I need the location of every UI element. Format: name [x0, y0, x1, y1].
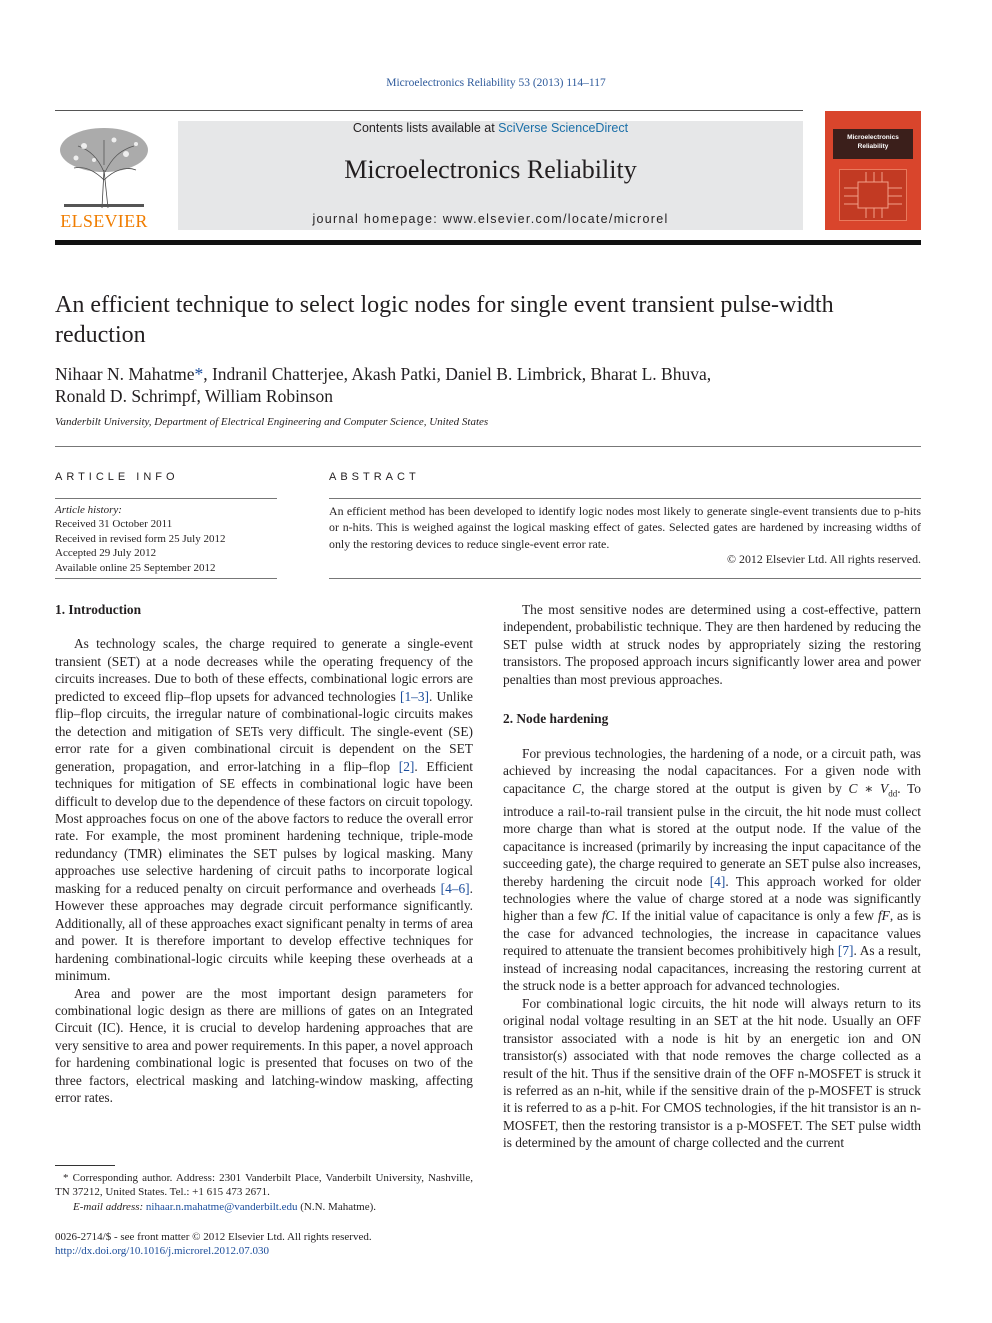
sciencedirect-link[interactable]: SciVerse ScienceDirect — [498, 121, 629, 135]
chip-icon — [840, 170, 906, 220]
doi-link[interactable]: http://dx.doi.org/10.1016/j.microrel.2012.07.030 — [55, 1245, 269, 1258]
reference-2[interactable]: [2] — [398, 758, 415, 774]
node-paragraph-1 — [503, 745, 921, 995]
front-matter — [55, 1230, 473, 1259]
coauthors: , Indranil Chatterjee, Akash Patki, Daniel B. Limbrick, Bharat L. Bhuva, — [203, 364, 712, 384]
node-paragraph-2: For combinational logic circuits, the hit node will always return to its original nodal voltage resulting in an SET at the hit node. Usually an OFF transistor associated with a node is hit by an energetic ion and ON transistor(s) associated with that node removes the charge collected as a result of the hit. Thus if the sensitive drain of the OFF n-MOSFET is struck it is referred as an n-hit, while if the sensitive drain of the p-MOSFET is struck it is referred to as a p-hit. For CMOS technologies, if the hit transistor is an n-MOSFET, then the restoring transistor is a p-MOSFET. The SET pulse width is determined by the amount of charge collected and the current — [503, 995, 921, 1151]
unit-ff: fF — [877, 908, 890, 924]
footnote-star: * — [63, 1172, 69, 1184]
first-author: Nihaar N. Mahatme — [55, 364, 195, 384]
footnote — [55, 1171, 473, 1214]
contents-line — [178, 121, 803, 135]
article-history — [55, 503, 277, 575]
footnote-rule — [55, 1165, 115, 1166]
email-suffix: (N.N. Mahatme). — [297, 1200, 376, 1213]
intro-text-a: As technology scales, the charge required to generate a single-event transient (SET) at a node decreases while the operating frequency of the circuits increases. Due to both of these effects, combinational logic errors are predicted to exceed flip–flop upsets for advanced technologies — [55, 636, 473, 704]
history-label: Article history: — [55, 504, 122, 516]
intro-text-c: . Efficient techniques for mitigation of SE effects in combinational logic have been difficult to develop due to the dependence of these factors on circuit topology. Most approaches focus on one of the above factors to reduce the overall error rate. For example, the most prominent hardening technique, triple-mode redundancy (TMR) eliminates the SET pulses by logical masking. Many approaches use selective hardening of circuit paths to incorporate logical masking for a reduced penalty on circuit performance and overheads — [55, 758, 473, 896]
abstract-copyright: © 2012 Elsevier Ltd. All rights reserved. — [727, 552, 921, 566]
header-bottom-rule — [55, 240, 921, 245]
right-column — [503, 601, 921, 1152]
intro-text-b: . Unlike flip–flop circuits, the irregular nature of combinational-logic circuits makes the detection and mitigation of SETs very difficult. The single-event (SE) error rate for a given combinational circuit is dependent on the SET generation, propagation, and error-latching in a flip–flop — [55, 688, 474, 774]
node-text-f: , as is the case for advanced technologies, the increase in capacitance values required to attenuate the transient becomes prohibitively high — [503, 908, 921, 959]
header-top-rule — [55, 110, 803, 111]
issn-line: 0026-2714/$ - see front matter © 2012 Elsevier Ltd. All rights reserved. — [55, 1231, 372, 1243]
reference-4-6[interactable]: [4–6] — [440, 880, 470, 896]
elsevier-wordmark: ELSEVIER — [60, 211, 148, 231]
intro-text-d: . However these approaches may degrade circuit performance significantly. Additionally, all of these approaches exact significant penalty in terms of area and power. It is therefore important to develop effective techniques for hardening combinational-logic circuits while keeping these overheads at a minimum. — [55, 880, 473, 984]
node-hardening-heading: 2. Node hardening — [503, 711, 609, 727]
node-text-c: . To introduce a rail-to-rail transient pulse in the circuit, the hit node must collect more charge than what is stored at the output node. If the value of the capacitance is increased (primarily by increasing the input capacitance of the succeeding gate), the charge required to generate an SET pulse also increases, thereby hardening the circuit node — [503, 780, 921, 889]
coauthors-line2: Ronald D. Schrimpf, William Robinson — [55, 386, 333, 406]
journal-homepage[interactable]: journal homepage: www.elsevier.com/locate/microrel — [312, 212, 669, 226]
intro-paragraph-1 — [55, 635, 473, 984]
elsevier-logo[interactable] — [54, 120, 154, 232]
reference-7[interactable]: [7] — [837, 943, 854, 959]
cover-chip-graphic — [839, 169, 907, 221]
journal-citation[interactable]: Microelectronics Reliability 53 (2013) 114–117 — [386, 77, 606, 89]
journal-cover-thumbnail[interactable] — [825, 111, 921, 230]
contents-prefix: Contents lists available at — [352, 121, 499, 135]
symbol-c: C — [572, 780, 582, 796]
online-date: Available online 25 September 2012 — [55, 561, 216, 574]
symbol-dd: dd — [888, 788, 898, 799]
author-email-link[interactable]: nihaar.n.mahatme@vanderbilt.edu — [145, 1200, 298, 1213]
author-list — [55, 363, 915, 407]
article-info-rule — [55, 498, 277, 499]
node-text-g: . As a result, instead of increasing nodal capacitances, increasing the restoring current at the struck node is a better approach for advanced technologies. — [503, 943, 921, 994]
reference-1-3[interactable]: [1–3] — [400, 688, 430, 704]
node-text-d: . This approach worked for older technologies where the value of charge stored at a node was significantly higher than a few — [503, 873, 921, 924]
symbol-cv: C ∗ V — [848, 780, 889, 796]
left-column — [55, 601, 473, 1107]
article-info-heading: ARTICLE INFO — [55, 471, 179, 483]
node-text-a: For previous technologies, the hardening of a node, or a circuit path, was achieved by increasing the nodal capacitances. For a given node with capacitance — [503, 745, 921, 796]
abstract-bottom-rule — [329, 578, 921, 579]
intro-paragraph-3: The most sensitive nodes are determined using a cost-effective, pattern independent, probabilistic technique. They are then hardened by reducing the SET pulse width at struck nodes by appropriately sizing the restoring transistors. The proposed approach incurs significantly lower area and power penalties than most previous approaches. — [503, 602, 921, 687]
elsevier-tree-icon — [54, 120, 154, 212]
affiliation: Vanderbilt University, Department of Electrical Engineering and Computer Science, United States — [55, 416, 489, 428]
accepted-date: Accepted 29 July 2012 — [55, 547, 157, 560]
node-text-e: . If the initial value of capacitance is only a few — [614, 908, 878, 924]
reference-4[interactable]: [4] — [709, 873, 726, 889]
received-date: Received 31 October 2011 — [55, 518, 173, 531]
abstract-heading: ABSTRACT — [329, 471, 420, 483]
unit-fc: fC — [601, 908, 615, 924]
article-info-bottom-rule — [55, 578, 277, 579]
revised-date: Received in revised form 25 July 2012 — [55, 532, 226, 545]
email-label: E-mail address: — [73, 1200, 146, 1213]
abstract-rule — [329, 498, 921, 499]
corresponding-author-note: Corresponding author. Address: 2301 Vanderbilt Place, Vanderbilt University, Nashville, TN 37212, United States. Tel.: +1 615 473 2671. — [55, 1172, 473, 1199]
article-title: An efficient technique to select logic nodes for single event transient pulse-width reduction — [55, 292, 834, 348]
abstract-text: An efficient method has been developed to identify logic nodes most likely to generate single-event transients due to p-hits or n-hits. This is weighed against the logical masking effect of gates. Selected gates are hardened by increasing widths of only the restoring devices to reduce single-event error rate. — [329, 504, 921, 551]
corresponding-author-marker[interactable]: * — [194, 364, 204, 384]
introduction-heading: 1. Introduction — [55, 602, 142, 617]
intro-paragraph-2: Area and power are the most important design parameters for combinational logic design as there are millions of gates on an Integrated Circuit (IC). Hence, it is crucial to develop hardening approaches that are very sensitive to area and power requirements. In this paper, a novel approach for hardening combinational logic is presented that focuses on two of the three factors, electrical masking and latching-window masking, affecting error rates. — [55, 985, 473, 1106]
affiliation-rule — [55, 446, 921, 447]
cover-title: Microelectronics Reliability — [833, 129, 913, 159]
node-text-b: , the charge stored at the output is given by — [581, 780, 849, 796]
journal-title: Microelectronics Reliability — [344, 155, 637, 184]
